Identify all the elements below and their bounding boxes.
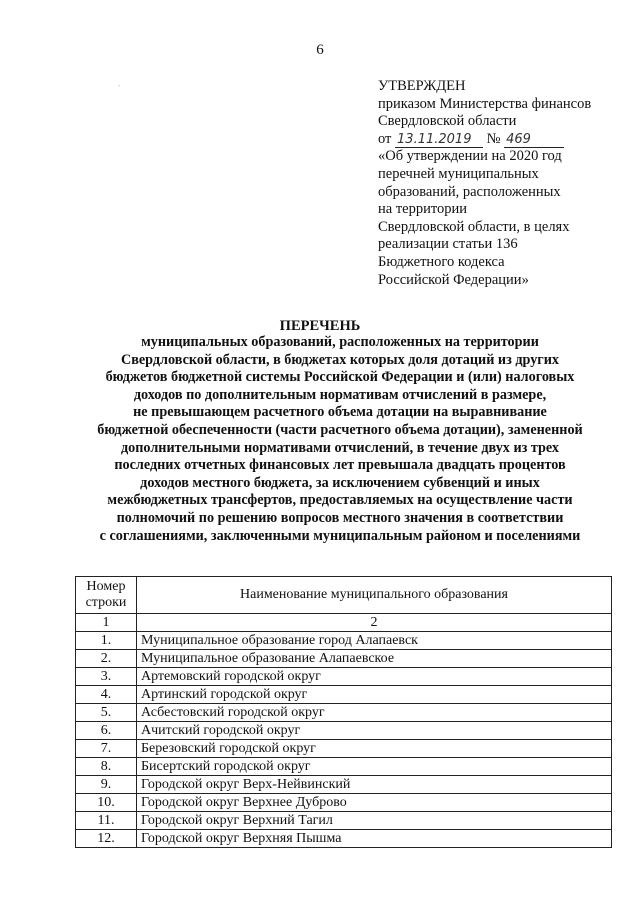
municipality-name: Артинский городской округ — [137, 686, 612, 704]
row-number: 11. — [76, 812, 137, 830]
subtitle-line: бюджетов бюджетной системы Российской Федерации и (или) налоговых — [105, 369, 575, 386]
municipality-name: Березовский городской округ — [137, 740, 612, 758]
table-row — [76, 812, 612, 830]
column-number-1: 1 — [76, 614, 137, 632]
row-number: 1. — [76, 632, 137, 650]
subtitle-line: бюджетной обеспеченности (части расчетного объема дотации), замененной — [97, 421, 583, 438]
approval-date-line — [378, 131, 628, 149]
table-row — [76, 650, 612, 668]
row-number: 7. — [76, 740, 137, 758]
row-number: 9. — [76, 776, 137, 794]
row-number: 2. — [76, 650, 137, 668]
row-number: 8. — [76, 758, 137, 776]
table-row — [76, 704, 612, 722]
header-row-number: Номер строки — [76, 577, 137, 614]
municipality-name: Муниципальное образование Алапаевское — [137, 650, 612, 668]
row-number: 12. — [76, 830, 137, 848]
municipality-name: Артемовский городской округ — [137, 668, 612, 686]
row-number: 3. — [76, 668, 137, 686]
subtitle-line: последних отчетных финансовых лет превышала двадцать процентов — [114, 457, 566, 474]
header-municipality-name: Наименование муниципального образования — [137, 577, 612, 614]
subtitle-line: муниципальных образований, расположенных на территории — [141, 334, 539, 350]
approval-about-line: реализации статьи 136 — [378, 236, 518, 253]
handwritten-date: 13.11.2019 — [395, 132, 483, 148]
municipality-name: Городской округ Верхний Тагил — [137, 812, 612, 830]
table-row — [76, 758, 612, 776]
approval-line: приказом Министерства финансов — [378, 95, 592, 112]
column-number-row — [76, 614, 612, 632]
date-prefix: от — [378, 130, 392, 147]
table-row — [76, 632, 612, 650]
subtitle-line: полномочий по решению вопросов местного значения в соответствии — [116, 509, 564, 526]
row-number: 5. — [76, 704, 137, 722]
subtitle-line: межбюджетных трансфертов, предоставляемых на осуществление части — [107, 492, 573, 509]
municipality-name: Бисертский городской округ — [137, 758, 612, 776]
approval-stamp-block — [378, 78, 628, 289]
municipality-name: Муниципальное образование город Алапаевск — [137, 632, 612, 650]
table-row — [76, 686, 612, 704]
subtitle-line: с соглашениями, заключенными муниципальным районом и поселениями — [99, 527, 581, 544]
row-number: 6. — [76, 722, 137, 740]
column-number-2: 2 — [137, 614, 612, 632]
scan-speck: ˋ — [118, 84, 121, 93]
municipality-name: Городской округ Верхняя Пышма — [137, 830, 612, 848]
approval-about-line: Свердловской области, в целях — [378, 218, 570, 235]
subtitle-line: доходов местного бюджета, за исключением субвенций и иных — [140, 474, 540, 491]
row-number: 4. — [76, 686, 137, 704]
municipality-name: Городской округ Верх-Нейвинский — [137, 776, 612, 794]
approval-line: УТВЕРЖДЕН — [378, 78, 466, 94]
row-number: 10. — [76, 794, 137, 812]
number-prefix: № — [486, 130, 501, 147]
subtitle-line: Свердловской области, в бюджетах которых доля дотаций из других — [120, 351, 560, 368]
municipalities-table — [75, 576, 612, 848]
subtitle-line: дополнительными нормативами отчислений, в течение двух из трех — [120, 439, 560, 456]
approval-about-line: на территории — [378, 201, 468, 218]
subtitle-line: не превышающем расчетного объема дотации на выравнивание — [133, 404, 547, 421]
subtitle-line: доходов по дополнительным нормативам отчислений в размере, — [133, 386, 547, 403]
approval-about-line: «Об утверждении на 2020 год — [378, 148, 562, 165]
table-row — [76, 830, 612, 848]
table-row — [76, 740, 612, 758]
table-row — [76, 794, 612, 812]
table-header-row — [76, 577, 612, 614]
document-subtitle — [60, 334, 620, 545]
approval-about-line: Российской Федерации» — [378, 271, 529, 288]
approval-line: Свердловской области — [378, 113, 517, 130]
municipality-name: Асбестовский городской округ — [137, 704, 612, 722]
page-number: 6 — [316, 42, 324, 58]
table-row — [76, 776, 612, 794]
table-row — [76, 722, 612, 740]
table-row — [76, 668, 612, 686]
handwritten-number: 469 — [504, 132, 564, 148]
approval-about-line: Бюджетного кодекса — [378, 253, 505, 270]
approval-about-line: перечней муниципальных — [378, 165, 539, 182]
municipality-name: Городской округ Верхнее Дуброво — [137, 794, 612, 812]
municipality-name: Ачитский городской округ — [137, 722, 612, 740]
document-title: ПЕРЕЧЕНЬ — [279, 318, 361, 334]
approval-about-line: образований, расположенных — [378, 183, 561, 200]
